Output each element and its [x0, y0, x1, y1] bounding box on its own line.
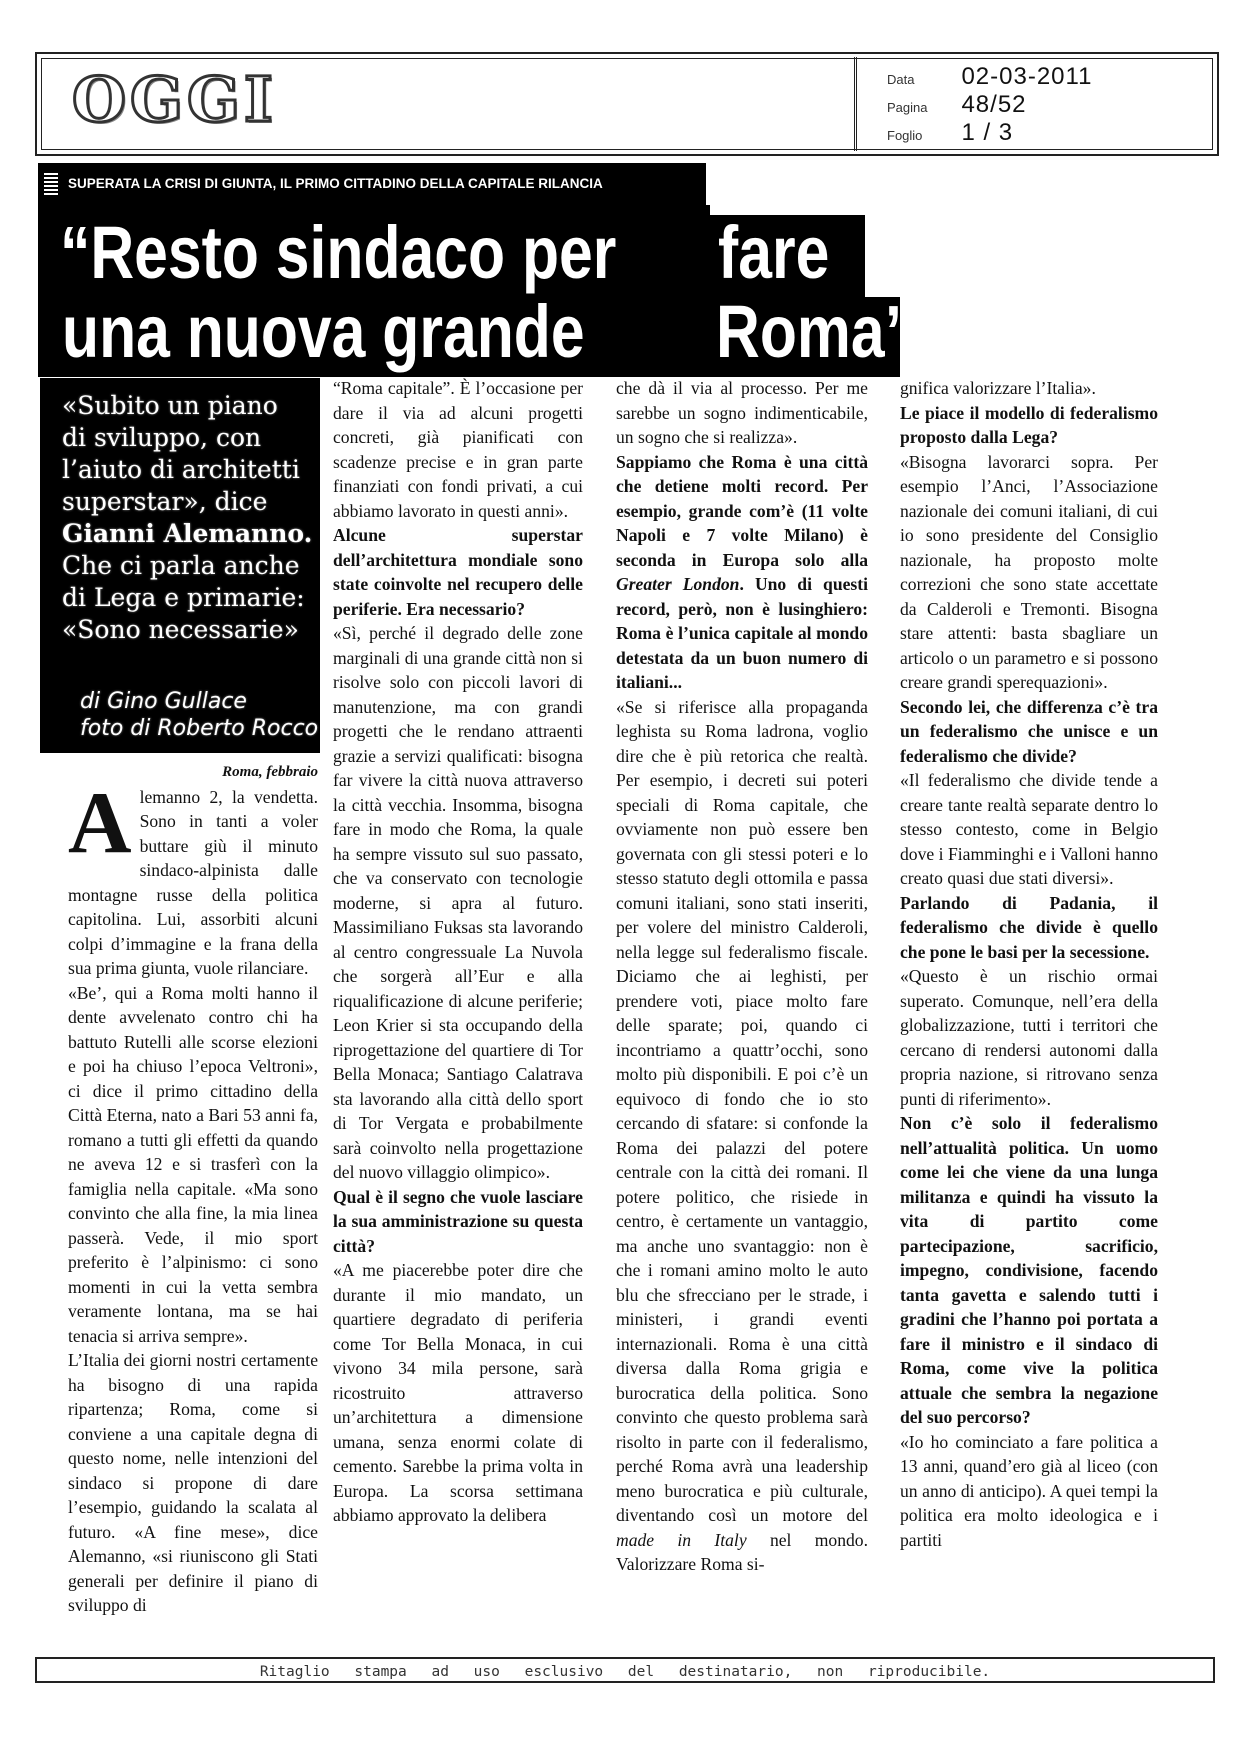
paragraph — [616, 695, 868, 1577]
paragraph: «A me piacerebbe poter dire che durante il mio mandato, un quartiere degradato di periferia come Tor Bella Monaca, in cui vivono 34 mila persone, sarà ricostruito attraverso un’architettura a dimensione umana, senza enormi colate di cemento. Sarebbe la prima volta in Europa. La scorsa settimana abbiamo approvato la delibera — [333, 1260, 583, 1525]
lead-line: l’aiuto di architetti — [62, 455, 300, 484]
paragraph: “Roma capitale”. È l’occasione per dare il via ad alcuni progetti concreti, già pianificati con scadenze precise e in gran parte finanziati con fondi privati, a cui abbiamo lavorato in questi anni». — [333, 378, 583, 521]
article-column-4 — [900, 376, 1158, 1552]
paragraph-text-end: nel mondo. Valorizzare Roma si- — [616, 1529, 868, 1574]
drop-cap: A — [68, 774, 132, 872]
question-italic: Greater London — [616, 574, 740, 594]
byline-author: di Gino Gullace — [80, 689, 247, 714]
paragraph: «Bisogna lavorarci sopra. Per esempio l’Anci, l’Associazione nazionale dei comuni italiani, di cui io sono presidente del Consiglio nazionale, ha proposto molte correzioni che sono state accettate da Calderoli e Tremonti. Bisogna stare attenti: basta sbagliare un articolo o un parametro e si possono creare grandi sperequazioni». — [900, 451, 1158, 692]
interview-question: Secondo lei, che differenza c’è tra un federalismo che unisce e un federalismo che divide? — [900, 696, 1158, 766]
paragraph: che dà il via al processo. Per me sarebbe un sogno indimenticabile, un sogno che si realizza». — [616, 378, 868, 447]
meta-page-value: 48/52 — [961, 91, 1027, 118]
meta-date — [887, 63, 1092, 91]
lead-line: superstar», dice — [62, 487, 268, 516]
header-inner-frame — [41, 58, 1213, 150]
interview-question — [616, 450, 868, 695]
lead-line: «Subito un piano — [62, 391, 278, 420]
interview-question: Alcune superstar dell’architettura mondiale sono state coinvolte nel recupero delle periferie. Era necessario? — [333, 525, 583, 619]
kicker-marker-icon — [44, 173, 58, 195]
interview-question: Non c’è solo il federalismo nell’attualità politica. Un uomo come lei che viene da una lunga militanza e quindi ha vissuto la vita di partito come partecipazione, sacrificio, impegno, condivisione, facendo tanta gavetta e salendo tutti i gradini che l’hanno poi portata a fare il ministro e il sindaco di Roma, come vive la politica attuale che sembra la negazione del suo percorso? — [900, 1113, 1158, 1427]
magazine-logo: OGGI — [72, 63, 277, 136]
paragraph: «Sì, perché il degrado delle zone marginali di una grande città non si risolve solo con piccoli lavori di manutenzione, ma con grandi progetti che le rendano attraenti grazie a servizi qualificati: bisogna far vivere la città nuova attraverso la città vecchia. Insomma, bisogna fare in modo che Roma, la quale ha sempre vissuto sul suo passato, che va conservato con tecnologie moderne, si apra al futuro. Massimiliano Fuksas sta lavorando al centro congressuale La Nuvola che sorgerà all’Eur e alla riqualificazione di alcune periferie; Leon Krier si sta occupando della riprogettazione del quartiere di Tor Bella Monaca; Santiago Calatrava sta lavorando alla città dello sport di Tor Vergata e probabilmente sarà coinvolto nella progettazione del nuovo villaggio olimpico». — [333, 623, 583, 1182]
interview-question: Parlando di Padania, il federalismo che divide è quello che pone le basi per la secessione. — [900, 892, 1158, 962]
paragraph: «Il federalismo che divide tende a creare tante realtà separate dentro lo stesso contesto, come in Belgio dove i Fiamminghi e i Valloni hanno creato quasi due stati diversi». — [900, 770, 1158, 888]
question-text-end: . Uno di questi record, però, non è lusinghiero: Roma è l’unica capitale al mondo detestata da un buon numero di italiani... — [616, 574, 869, 692]
headline-line1-b: fare — [718, 211, 830, 294]
meta-date-label: Data — [887, 72, 915, 87]
byline-photographer: foto di Roberto Rocco — [80, 716, 319, 741]
paragraph: gnifica valorizzare l’Italia». — [900, 378, 1096, 398]
question-text: Sappiamo che Roma è una città che detiene molti record. Per esempio, grande com’è (11 volte Napoli e 7 volte Milano) è seconda in Europa solo alla — [616, 451, 868, 570]
lead-line: di Lega e primarie: — [62, 583, 305, 612]
paragraph: «Questo è un rischio ormai superato. Comunque, nell’era della globalizzazione, tutti i territori che cercano di rendersi autonomi dalla propria nazione, si ritrovano senza punti di riferimento». — [900, 966, 1158, 1109]
lead-line-name: Gianni Alemanno. — [62, 519, 313, 548]
clipping-footer: Ritaglio stampa ad uso esclusivo del destinatario, non riproducibile. — [35, 1657, 1215, 1683]
interview-question: Qual è il segno che vuole lasciare la sua amministrazione su questa città? — [333, 1186, 583, 1256]
article-kicker — [38, 163, 706, 205]
lead-box — [40, 378, 320, 753]
headline-line1-a: “Resto sindaco per — [60, 211, 617, 294]
lead-line: «Sono necessarie» — [62, 615, 299, 644]
paragraph-text: lemanno 2, la vendetta. Sono in tanti a voler buttare giù il minuto sindaco-alpinista dalle montagne russe della politica capitolina. Lui, assorbiti alcuni colpi d’immagine e la frana della sua prima giunta, vuole rilanciare. — [68, 786, 318, 978]
meta-date-value: 02-03-2011 — [961, 63, 1093, 90]
kicker-text: SUPERATA LA CRISI DI GIUNTA, IL PRIMO CITTADINO DELLA CAPITALE RILANCIA — [68, 176, 603, 191]
byline — [80, 688, 318, 742]
paragraph-italic: made in Italy — [616, 1529, 747, 1550]
article-column-2 — [333, 376, 583, 1528]
paragraph — [68, 774, 318, 981]
lead-line: Che ci parla anche — [62, 551, 300, 580]
dateline: Roma, febbraio — [222, 764, 318, 780]
headline-line2-b: Roma” — [716, 290, 915, 373]
headline-line2-a: una nuova grande — [62, 290, 585, 373]
meta-sheet-label: Foglio — [887, 128, 923, 143]
clipping-meta — [854, 57, 1217, 151]
article-column-3 — [616, 376, 868, 1577]
paragraph: «Be’, qui a Roma molti hanno il dente avvelenato contro chi ha battuto Rutelli alle scorse elezioni e poi ha chiuso l’epoca Veltroni», ci dice il primo cittadino della Città Eterna, nato a Bari 53 anni fa, romano a tutti gli effetti da quando ne aveva 12 e si trasferì con la famiglia nella capitale. «Ma sono convinto che alla fine, la mia linea passerà. Vede, il mio sport preferito è l’alpinismo: ci sono momenti in cui la vetta sembra veramente lontana, ma se hai tenacia si arriva sempre». — [68, 982, 318, 1346]
clipping-header — [35, 52, 1219, 156]
paragraph-text: «Se si riferisce alla propaganda leghista su Roma ladrona, voglio dire che è più retorica che realtà. Per esempio, i decreti sui poteri speciali di Roma capitale, che ovviamente non può essere ben governata con gli stessi poteri e lo stesso statuto degli ottomila e passa comuni italiani, sono stati inseriti, per volere del ministro Calderoli, nella legge sul federalismo fiscale. Diciamo che ai leghisti, per prendere voti, piace molto fare delle sparate; poi, quando ci incontriamo a quattr’occhi, sono molto più disponibili. E poi c’è un equivoco di fondo che io sto cercando di sfatare: si confonde la Roma dei palazzi del potere centrale con la città dei romani. Il potere politico, che risiede in centro, è certamente un vantaggio, ma anche uno svantaggio: non è che i romani amino molto le auto blu che sfrecciano per le strade, i ministeri, i grandi eventi internazionali. Roma è una città diversa dalla Roma grigia e burocratica della politica. Sono convinto che questo problema sarà risolto in parte con il federalismo, perché Roma avrà una leadership meno burocratica e più culturale, diventando così un motore del — [616, 696, 868, 1525]
lead-line: di sviluppo, con — [62, 423, 262, 452]
paragraph: «Io ho cominciato a fare politica a 13 anni, quand’ero già al liceo (con un anno di anticipo). A quei tempi la politica era molto ideologica e i partiti — [900, 1431, 1158, 1550]
meta-sheet-value: 1 / 3 — [961, 119, 1014, 146]
lead-text — [62, 390, 320, 646]
article-column-1 — [68, 760, 318, 1618]
paragraph: L’Italia dei giorni nostri certamente ha bisogno di una rapida ripartenza; Roma, come si conviene a una capitale degna di questo nome, nelle intenzioni del sindaco si propone di dare l’esempio, guidando la scalata al futuro. «A fine mese», dice Alemanno, «si riuniscono gli Stati generali per definire il piano di sviluppo di — [68, 1350, 318, 1615]
meta-page — [887, 91, 1027, 119]
meta-page-label: Pagina — [887, 100, 928, 115]
meta-sheet — [887, 119, 1013, 147]
interview-question: Le piace il modello di federalismo proposto dalla Lega? — [900, 402, 1158, 447]
